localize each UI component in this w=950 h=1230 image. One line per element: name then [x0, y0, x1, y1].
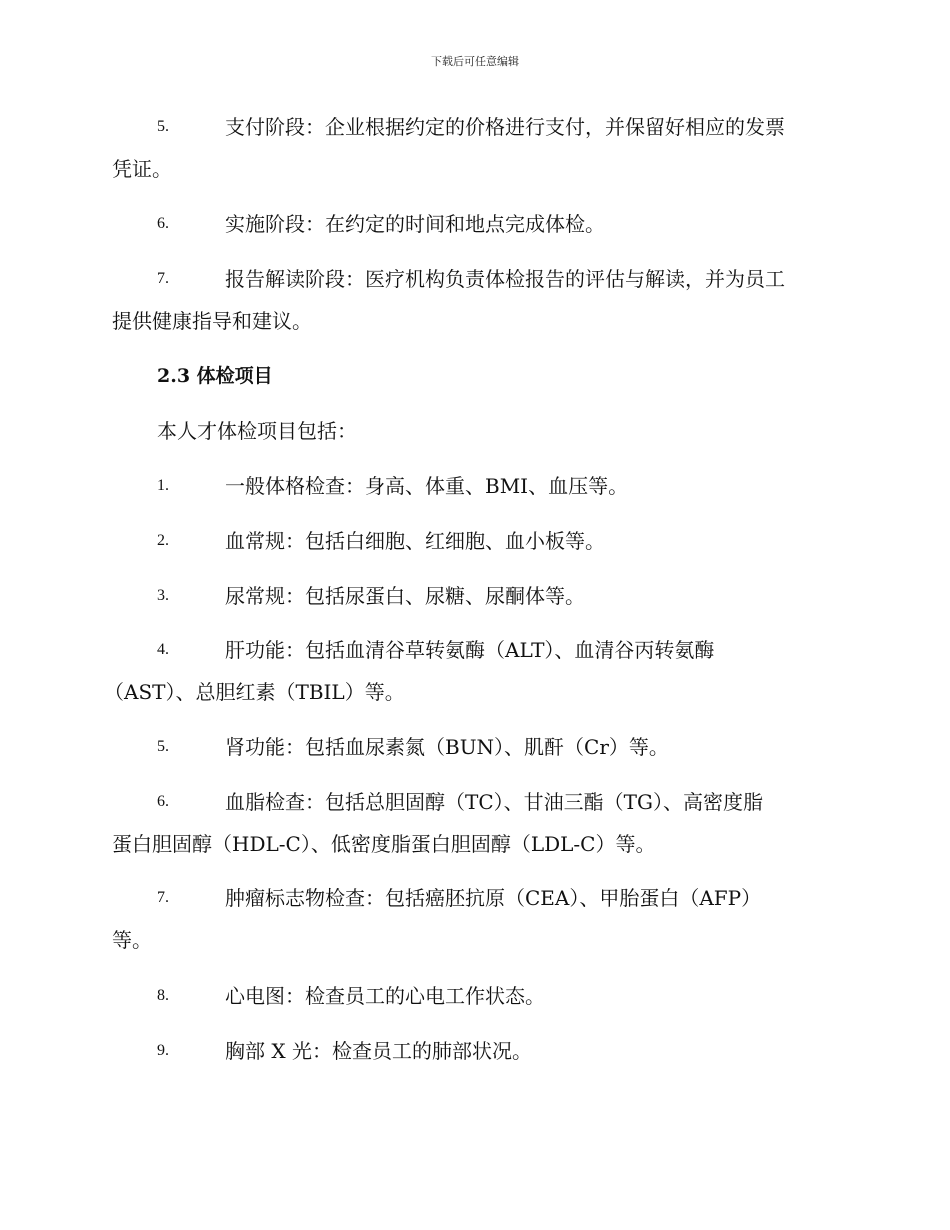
list-number: 5. — [157, 118, 169, 135]
list-number: 5. — [157, 738, 169, 755]
list-item-text-continued: 提供健康指导和建议。 — [112, 309, 312, 333]
list-item-text-continued: 凭证。 — [112, 157, 172, 181]
list-item-text: 尿常规：包括尿蛋白、尿糖、尿酮体等。 — [225, 584, 585, 608]
list-number: 1. — [157, 477, 169, 494]
section-heading: 2.3 体检项目 — [157, 365, 273, 387]
list-item-implementation — [112, 203, 837, 245]
list-item-text: 心电图：检查员工的心电工作状态。 — [225, 984, 545, 1008]
list-number: 6. — [157, 215, 169, 232]
list-item-text: 一般体格检查：身高、体重、BMI、血压等。 — [225, 474, 629, 498]
exam-item-4 — [104, 629, 837, 713]
exam-item-8 — [112, 975, 837, 1017]
list-number: 4. — [157, 641, 169, 658]
exam-item-2 — [112, 520, 837, 562]
list-number: 8. — [157, 987, 169, 1004]
exam-item-5 — [112, 726, 837, 768]
list-item-text: 肝功能：包括血清谷草转氨酶（ALT）、血清谷丙转氨酶 — [225, 638, 715, 662]
list-item-text-continued: （AST）、总胆红素（TBIL）等。 — [104, 680, 405, 704]
intro-text: 本人才体检项目包括： — [157, 419, 357, 443]
list-item-text: 肾功能：包括血尿素氮（BUN）、肌酐（Cr）等。 — [225, 735, 669, 759]
list-item-text: 血脂检查：包括总胆固醇（TC）、甘油三酯（TG）、高密度脂 — [225, 790, 763, 814]
exam-item-7 — [112, 877, 837, 961]
exam-item-9 — [112, 1030, 837, 1072]
list-item-report — [112, 258, 837, 342]
list-number: 9. — [157, 1042, 169, 1059]
list-item-text: 血常规：包括白细胞、红细胞、血小板等。 — [225, 529, 605, 553]
list-item-text: 胸部 X 光：检查员工的肺部状况。 — [225, 1039, 532, 1063]
list-item-payment — [112, 106, 837, 190]
list-item-text-continued: 等。 — [112, 928, 152, 952]
list-number: 2. — [157, 532, 169, 549]
page-header: 下载后可任意编辑 — [431, 55, 519, 68]
list-item-text-continued: 蛋白胆固醇（HDL-C）、低密度脂蛋白胆固醇（LDL-C）等。 — [112, 832, 656, 856]
exam-item-3 — [112, 575, 837, 617]
list-number: 3. — [157, 587, 169, 604]
exam-item-6 — [112, 781, 837, 865]
list-item-text: 肿瘤标志物检查：包括癌胚抗原（CEA）、甲胎蛋白（AFP） — [225, 886, 762, 910]
list-number: 7. — [157, 270, 169, 287]
list-number: 6. — [157, 793, 169, 810]
list-item-text: 支付阶段：企业根据约定的价格进行支付，并保留好相应的发票 — [225, 115, 785, 139]
list-item-text: 实施阶段：在约定的时间和地点完成体检。 — [225, 212, 605, 236]
list-item-text: 报告解读阶段：医疗机构负责体检报告的评估与解读，并为员工 — [225, 267, 785, 291]
list-number: 7. — [157, 889, 169, 906]
exam-item-1 — [112, 465, 837, 507]
